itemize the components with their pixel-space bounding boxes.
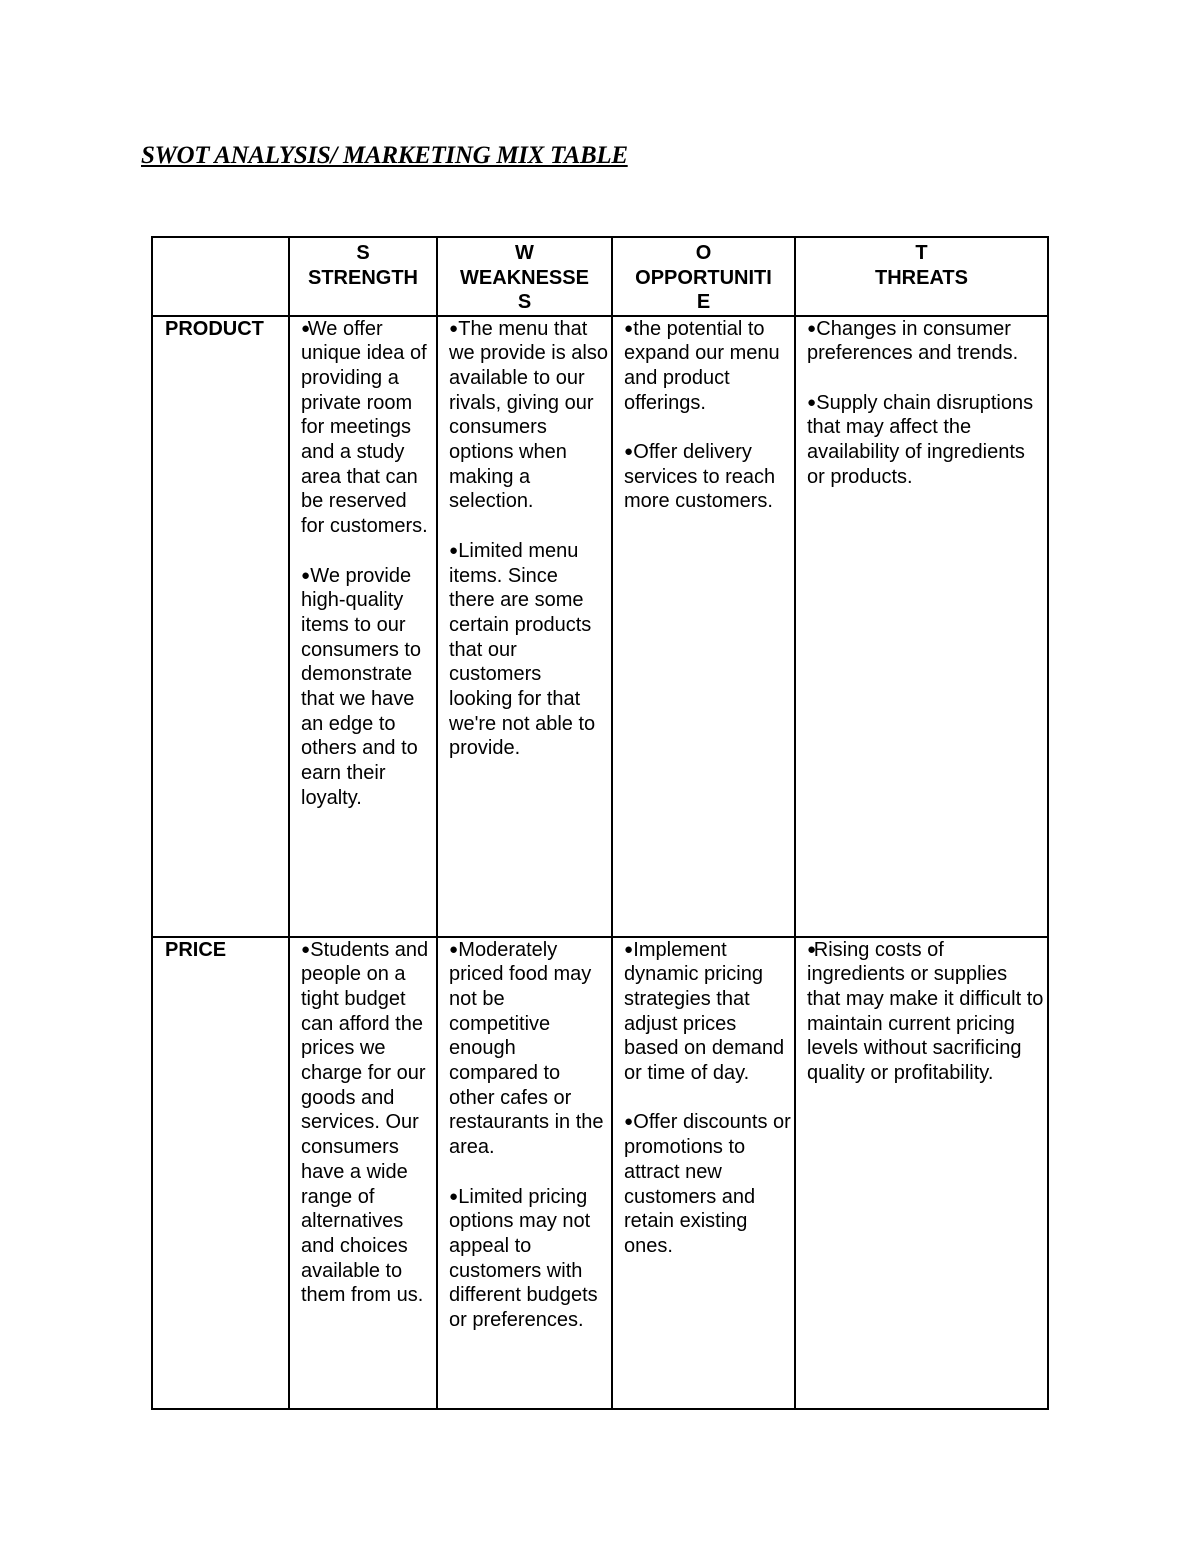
list-item <box>449 317 609 515</box>
row-label: PRODUCT <box>152 316 289 937</box>
list-item <box>624 440 792 514</box>
table-row-price <box>152 937 1048 1409</box>
swot-table <box>151 236 1049 1410</box>
bullet-icon: ● <box>449 940 459 958</box>
item-text: Offer delivery services to reach more customers. <box>624 441 776 513</box>
bullet-icon: ● <box>807 319 817 337</box>
header-corner-cell <box>152 237 289 316</box>
header-label: THREATS <box>875 266 968 289</box>
opportunity-cell <box>612 937 795 1409</box>
item-text: Changes in consumer preferences and trends. <box>807 317 1019 365</box>
strength-cell <box>289 937 437 1409</box>
item-text: Implement dynamic pricing strategies that adjust prices based on demand or time of day. <box>624 938 785 1085</box>
item-text: the potential to expand our menu and product offerings. <box>624 317 780 414</box>
weakness-cell <box>437 937 612 1409</box>
bullet-icon: ● <box>301 940 311 958</box>
header-label: STRENGTH <box>308 266 418 289</box>
list-item <box>449 539 609 761</box>
threat-cell <box>795 937 1048 1409</box>
item-text: Rising costs of ingredients or supplies that may make it difficult to maintain current pricing levels without sacrificing quality or profitability. <box>807 938 1044 1085</box>
header-strength <box>289 237 437 316</box>
header-opportunity <box>612 237 795 316</box>
item-text: Moderately priced food may not be competitive enough compared to other cafes or restaurants in the area. <box>449 938 604 1159</box>
bullet-icon: ● <box>807 393 817 411</box>
bullet-icon: ● <box>624 319 634 337</box>
item-text: The menu that we provide is also available to our rivals, giving our consumers options when making a selection. <box>449 317 608 513</box>
item-text: We offer unique idea of providing a private room for meetings and a study area that can be reserved for customers. <box>301 317 428 538</box>
list-item <box>301 317 434 539</box>
item-text: Offer discounts or promotions to attract new customers and retain existing ones. <box>624 1111 791 1257</box>
header-row <box>152 237 1048 316</box>
opportunity-cell <box>612 316 795 937</box>
list-item <box>301 564 434 811</box>
bullet-icon: ● <box>301 566 311 584</box>
bullet-icon: ● <box>624 443 634 460</box>
header-label: WEAKNESSE <box>460 266 589 289</box>
strength-cell <box>289 316 437 937</box>
header-letter: W <box>515 242 534 264</box>
bullet-icon: ● <box>624 940 634 958</box>
item-text: Limited menu items. Since there are some certain products that our customers looking for that we're not able to provide. <box>449 539 596 760</box>
header-label-wrap: E <box>696 291 711 313</box>
row-label: PRICE <box>152 937 289 1409</box>
list-item <box>449 1185 609 1333</box>
item-text: Students and people on a tight budget can afford the prices we charge for our goods and services. Our consumers have a wide range of alternatives and choices available to them from us. <box>301 938 429 1307</box>
bullet-icon: ● <box>301 319 311 337</box>
list-item <box>449 938 609 1160</box>
header-letter: O <box>695 242 712 264</box>
weakness-cell <box>437 316 612 937</box>
list-item <box>807 317 1045 366</box>
bullet-icon: ● <box>807 940 817 958</box>
bullet-icon: ● <box>449 1187 459 1205</box>
bullet-icon: ● <box>624 1113 634 1131</box>
header-weakness <box>437 237 612 316</box>
table-row-product <box>152 316 1048 937</box>
header-letter: S <box>356 242 370 264</box>
item-text: Supply chain disruptions that may affect the availability of ingredients or products. <box>807 391 1034 488</box>
header-label-wrap: S <box>517 291 532 313</box>
list-item <box>624 317 792 416</box>
bullet-icon: ● <box>449 319 459 337</box>
list-item <box>624 938 792 1086</box>
page-title: SWOT ANALYSIS/ MARKETING MIX TABLE <box>141 142 628 169</box>
list-item <box>807 391 1045 490</box>
list-item <box>807 938 1045 1086</box>
list-item <box>624 1110 792 1258</box>
header-letter: T <box>915 242 928 264</box>
item-text: Limited pricing options may not appeal to customers with different budgets or preferences. <box>449 1185 598 1332</box>
item-text: We provide high-quality items to our consumers to demonstrate that we have an edge to others and to earn their loyalty. <box>301 564 422 809</box>
list-item <box>301 938 434 1309</box>
threat-cell <box>795 316 1048 937</box>
bullet-icon: ● <box>449 541 459 559</box>
header-threat <box>795 237 1048 316</box>
header-label: OPPORTUNITI <box>635 266 772 289</box>
